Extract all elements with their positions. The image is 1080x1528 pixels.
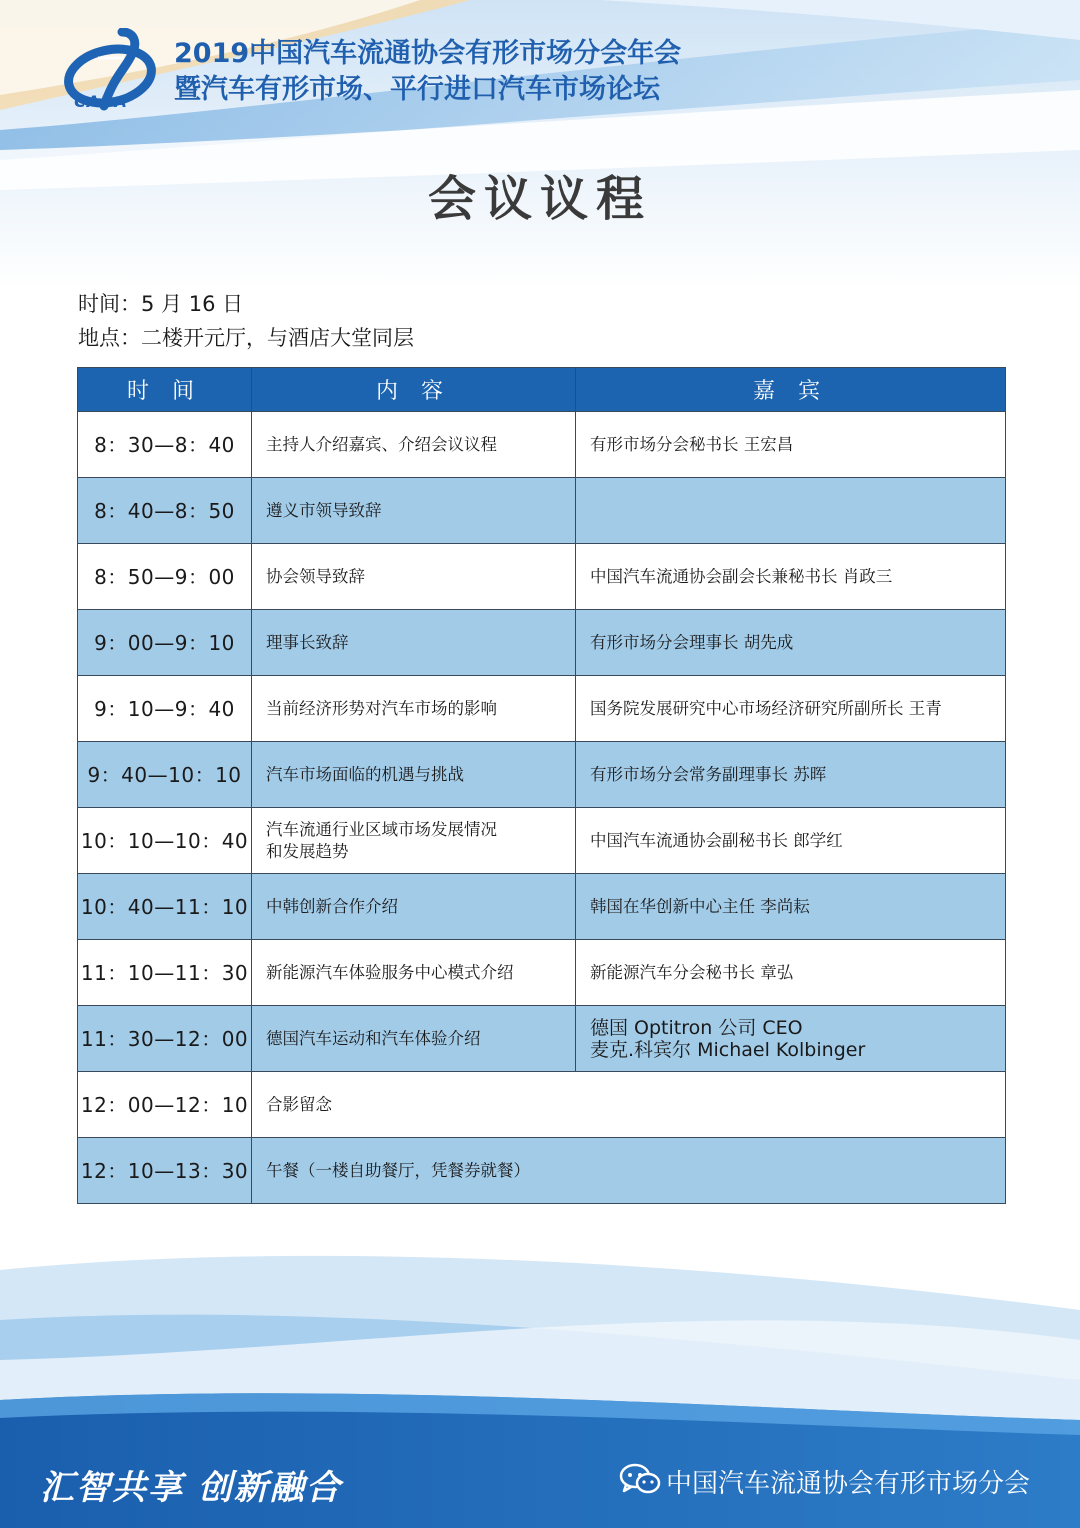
table-row: [78, 874, 1006, 940]
row-time: 11：10—11：30: [78, 940, 252, 1006]
row-guest: 有形市场分会理事长 胡先成: [576, 610, 1006, 676]
row-guest: 韩国在华创新中心主任 李尚耘: [576, 874, 1006, 940]
row-time: 9：40—10：10: [78, 742, 252, 808]
row-content: [252, 808, 576, 874]
table-row: [78, 940, 1006, 1006]
meeting-location: 地点：二楼开元厅，与酒店大堂同层: [78, 326, 414, 350]
row-guest: 有形市场分会常务副理事长 苏晖: [576, 742, 1006, 808]
row-time: 12：00—12：10: [78, 1072, 252, 1138]
row-content: 当前经济形势对汽车市场的影响: [252, 676, 576, 742]
row-content: 遵义市领导致辞: [252, 478, 576, 544]
meeting-time: 时间：5 月 16 日: [78, 292, 244, 316]
row-time: 8：40—8：50: [78, 478, 252, 544]
row-content-line1: 汽车流通行业区域市场发展情况: [266, 819, 497, 839]
table-row: [78, 412, 1006, 478]
header-guest: 嘉 宾: [576, 368, 1006, 412]
row-time: 9：10—9：40: [78, 676, 252, 742]
agenda-table: [77, 367, 1006, 1204]
row-guest: 中国汽车流通协会副会长兼秘书长 肖政三: [576, 544, 1006, 610]
table-row: [78, 544, 1006, 610]
table-header-row: [78, 368, 1006, 412]
row-guest: 中国汽车流通协会副秘书长 郎学红: [576, 808, 1006, 874]
row-guest: [576, 478, 1006, 544]
table-row: [78, 1072, 1006, 1138]
row-guest: 有形市场分会秘书长 王宏昌: [576, 412, 1006, 478]
row-time: 12：10—13：30: [78, 1138, 252, 1204]
row-content: 主持人介绍嘉宾、介绍会议议程: [252, 412, 576, 478]
row-content: 合影留念: [252, 1072, 1006, 1138]
table-row: [78, 1138, 1006, 1204]
row-content: 理事长致辞: [252, 610, 576, 676]
row-guest: 国务院发展研究中心市场经济研究所副所长 王青: [576, 676, 1006, 742]
header-time: 时 间: [78, 368, 252, 412]
table-row: [78, 676, 1006, 742]
footer-organization: 中国汽车流通协会有形市场分会: [666, 1469, 1031, 1499]
footer-slogan: 汇智共享 创新融合: [40, 1468, 342, 1508]
wechat-icon: [618, 1462, 662, 1496]
row-time: 9：00—9：10: [78, 610, 252, 676]
table-row: [78, 478, 1006, 544]
row-content: 午餐（一楼自助餐厅，凭餐券就餐）: [252, 1138, 1006, 1204]
row-content: 新能源汽车体验服务中心模式介绍: [252, 940, 576, 1006]
conference-title: [174, 36, 681, 108]
row-guest-line2: 麦克.科宾尔 Michael Kolbinger: [590, 1038, 866, 1061]
row-time: 8：50—9：00: [78, 544, 252, 610]
row-content: 中韩创新合作介绍: [252, 874, 576, 940]
row-time: 10：40—11：10: [78, 874, 252, 940]
page-title: 会议议程: [427, 171, 652, 227]
conference-title-line1: 2019中国汽车流通协会有形市场分会年会: [174, 38, 682, 69]
row-content: 汽车市场面临的机遇与挑战: [252, 742, 576, 808]
row-guest: [576, 1006, 1006, 1072]
table-row: [78, 808, 1006, 874]
row-time: 11：30—12：00: [78, 1006, 252, 1072]
row-guest: 新能源汽车分会秘书长 章弘: [576, 940, 1006, 1006]
row-guest-line1: 德国 Optitron 公司 CEO: [590, 1016, 803, 1039]
row-time: 10：10—10：40: [78, 808, 252, 874]
row-content-line2: 和发展趋势: [266, 841, 349, 861]
table-row: [78, 742, 1006, 808]
logo-text: CADA: [74, 92, 128, 111]
row-content: 协会领导致辞: [252, 544, 576, 610]
conference-title-line2: 暨汽车有形市场、平行进口汽车市场论坛: [174, 74, 660, 105]
row-time: 8：30—8：40: [78, 412, 252, 478]
table-row: [78, 610, 1006, 676]
table-row: [78, 1006, 1006, 1072]
header-content: 内 容: [252, 368, 576, 412]
row-content: 德国汽车运动和汽车体验介绍: [252, 1006, 576, 1072]
